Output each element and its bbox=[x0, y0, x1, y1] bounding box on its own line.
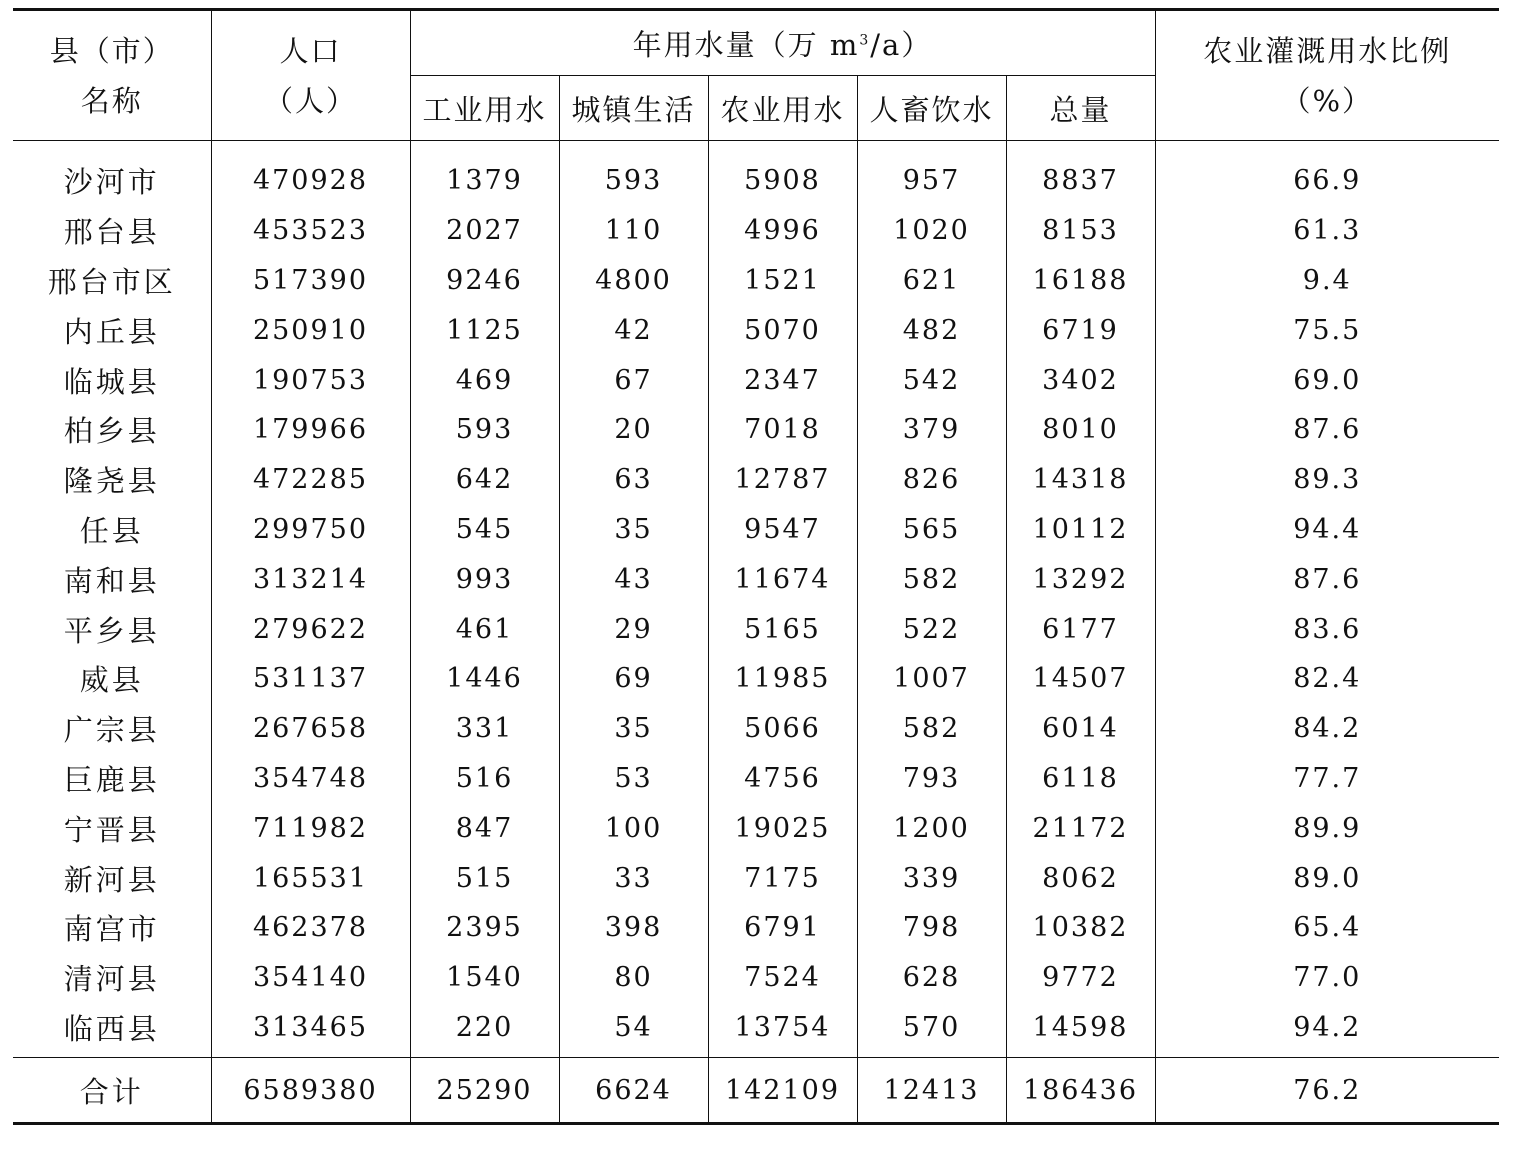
table-cell: 11985 bbox=[708, 654, 857, 704]
table-cell: 9547 bbox=[708, 505, 857, 555]
table-cell: 453523 bbox=[211, 206, 410, 256]
table-row bbox=[13, 554, 1499, 604]
county-name-cell: 清河县 bbox=[13, 953, 211, 1003]
table-cell: 84.2 bbox=[1293, 713, 1362, 745]
table-cell: 3402 bbox=[1006, 355, 1155, 405]
table-cell: 53 bbox=[559, 754, 708, 804]
table-row bbox=[13, 505, 1499, 555]
header-industrial: 工业用水 bbox=[410, 76, 559, 141]
table-cell: 4996 bbox=[708, 206, 857, 256]
table-cell: 43 bbox=[559, 554, 708, 604]
table-cell: 6118 bbox=[1006, 754, 1155, 804]
total-cell: 186436 bbox=[1006, 1058, 1155, 1124]
table-cell: 2347 bbox=[708, 355, 857, 405]
county-name-cell: 平乡县 bbox=[13, 604, 211, 654]
table-cell: 11674 bbox=[708, 554, 857, 604]
table-cell: 379 bbox=[857, 405, 1006, 455]
header-livestock-drinking: 人畜饮水 bbox=[857, 76, 1006, 141]
table-cell: 89.0 bbox=[1293, 862, 1362, 894]
table-cell: 847 bbox=[410, 803, 559, 853]
table-cell: 6177 bbox=[1006, 604, 1155, 654]
table-cell: 1020 bbox=[857, 206, 1006, 256]
table-cell: 21172 bbox=[1006, 803, 1155, 853]
county-name-cell: 威县 bbox=[13, 654, 211, 704]
total-cell: 142109 bbox=[708, 1058, 857, 1124]
table-cell: 7175 bbox=[708, 853, 857, 903]
table-cell: 4756 bbox=[708, 754, 857, 804]
table-cell: 516 bbox=[410, 754, 559, 804]
table-cell: 545 bbox=[410, 505, 559, 555]
table-cell: 299750 bbox=[211, 505, 410, 555]
table-cell: 515 bbox=[410, 853, 559, 903]
table-cell: 2027 bbox=[410, 206, 559, 256]
county-name-cell: 南和县 bbox=[13, 554, 211, 604]
table-cell: 87.6 bbox=[1293, 563, 1362, 595]
county-name-cell: 任县 bbox=[13, 505, 211, 555]
table-cell: 110 bbox=[559, 206, 708, 256]
table-cell: 220 bbox=[410, 1003, 559, 1053]
table-cell: 16188 bbox=[1006, 256, 1155, 306]
table-row bbox=[13, 953, 1499, 1003]
header-county-line1: 县（市） bbox=[49, 33, 174, 68]
table-cell: 472285 bbox=[211, 455, 410, 505]
table-cell: 279622 bbox=[211, 604, 410, 654]
table-cell: 77.0 bbox=[1293, 962, 1362, 994]
table-row bbox=[13, 206, 1499, 256]
total-cell: 25290 bbox=[410, 1058, 559, 1124]
table-cell: 19025 bbox=[708, 803, 857, 853]
table-cell: 5066 bbox=[708, 704, 857, 754]
table-row bbox=[13, 803, 1499, 853]
table-cell: 9246 bbox=[410, 256, 559, 306]
table-cell: 94.2 bbox=[1293, 1011, 1362, 1043]
table-cell: 42 bbox=[559, 305, 708, 355]
table-row bbox=[13, 1003, 1499, 1053]
table-row bbox=[13, 903, 1499, 953]
header-irrigation-ratio bbox=[1155, 10, 1499, 141]
table-cell: 7524 bbox=[708, 953, 857, 1003]
table-cell: 7018 bbox=[708, 405, 857, 455]
table-cell: 642 bbox=[410, 455, 559, 505]
table-cell: 993 bbox=[410, 554, 559, 604]
county-name-cell: 邢台市区 bbox=[13, 256, 211, 306]
table-cell: 33 bbox=[559, 853, 708, 903]
total-row bbox=[13, 1058, 1499, 1124]
table-body bbox=[13, 141, 1499, 1058]
table-row bbox=[13, 156, 1499, 206]
total-cell: 76.2 bbox=[1155, 1058, 1499, 1124]
header-pop-line1: 人口 bbox=[279, 33, 342, 68]
total-cell: 6589380 bbox=[211, 1058, 410, 1124]
table-cell: 87.6 bbox=[1293, 414, 1362, 446]
table-cell: 69.0 bbox=[1293, 364, 1362, 396]
header-county-line2: 名称 bbox=[80, 83, 143, 118]
table-cell: 470928 bbox=[211, 156, 410, 206]
table-cell: 793 bbox=[857, 754, 1006, 804]
table-cell: 8153 bbox=[1006, 206, 1155, 256]
table-cell: 61.3 bbox=[1293, 215, 1362, 247]
table-cell: 89.3 bbox=[1293, 464, 1362, 496]
table-cell: 77.7 bbox=[1293, 762, 1362, 794]
table-cell: 14318 bbox=[1006, 455, 1155, 505]
table-cell: 542 bbox=[857, 355, 1006, 405]
header-annual-water-use bbox=[410, 10, 1155, 76]
table-cell: 9.4 bbox=[1302, 264, 1352, 296]
table-cell: 1379 bbox=[410, 156, 559, 206]
table-cell: 531137 bbox=[211, 654, 410, 704]
table-cell: 354140 bbox=[211, 953, 410, 1003]
table-cell: 63 bbox=[559, 455, 708, 505]
header-county-name bbox=[13, 10, 211, 141]
table-cell: 1200 bbox=[857, 803, 1006, 853]
county-name-cell: 内丘县 bbox=[13, 305, 211, 355]
table-cell: 1125 bbox=[410, 305, 559, 355]
table-cell: 339 bbox=[857, 853, 1006, 903]
table-cell: 565 bbox=[857, 505, 1006, 555]
table-cell: 10382 bbox=[1006, 903, 1155, 953]
table-cell: 582 bbox=[857, 554, 1006, 604]
header-agricultural: 农业用水 bbox=[708, 76, 857, 141]
table-cell: 14507 bbox=[1006, 654, 1155, 704]
table-row bbox=[13, 355, 1499, 405]
county-name-cell: 广宗县 bbox=[13, 704, 211, 754]
table-cell: 29 bbox=[559, 604, 708, 654]
table-cell: 798 bbox=[857, 903, 1006, 953]
table-cell: 9772 bbox=[1006, 953, 1155, 1003]
water-usage-table bbox=[13, 8, 1499, 1125]
table-cell: 5070 bbox=[708, 305, 857, 355]
table-row bbox=[13, 405, 1499, 455]
table-cell: 82.4 bbox=[1293, 663, 1362, 695]
table-header bbox=[13, 10, 1499, 141]
table-cell: 267658 bbox=[211, 704, 410, 754]
table-cell: 6719 bbox=[1006, 305, 1155, 355]
table-cell: 83.6 bbox=[1293, 613, 1362, 645]
table-row bbox=[13, 704, 1499, 754]
table-cell: 13292 bbox=[1006, 554, 1155, 604]
table-cell: 398 bbox=[559, 903, 708, 953]
table-row bbox=[13, 853, 1499, 903]
table-cell: 482 bbox=[857, 305, 1006, 355]
table-cell: 1540 bbox=[410, 953, 559, 1003]
table-cell: 13754 bbox=[708, 1003, 857, 1053]
table-cell: 711982 bbox=[211, 803, 410, 853]
table-cell: 593 bbox=[559, 156, 708, 206]
table-cell: 8837 bbox=[1006, 156, 1155, 206]
county-name-cell: 沙河市 bbox=[13, 156, 211, 206]
table-cell: 313465 bbox=[211, 1003, 410, 1053]
table-cell: 20 bbox=[559, 405, 708, 455]
table-footer bbox=[13, 1058, 1499, 1124]
table-row bbox=[13, 754, 1499, 804]
county-name-cell: 临西县 bbox=[13, 1003, 211, 1053]
total-cell: 6624 bbox=[559, 1058, 708, 1124]
header-ratio-line2: （%） bbox=[1281, 83, 1374, 118]
table-cell: 461 bbox=[410, 604, 559, 654]
header-population bbox=[211, 10, 410, 141]
table-cell: 331 bbox=[410, 704, 559, 754]
table-cell: 5165 bbox=[708, 604, 857, 654]
table-row bbox=[13, 455, 1499, 505]
table-cell: 469 bbox=[410, 355, 559, 405]
table-row bbox=[13, 305, 1499, 355]
county-name-cell: 隆尧县 bbox=[13, 455, 211, 505]
county-name-cell: 邢台县 bbox=[13, 206, 211, 256]
table-cell: 14598 bbox=[1006, 1003, 1155, 1053]
table-cell: 6014 bbox=[1006, 704, 1155, 754]
table-cell: 190753 bbox=[211, 355, 410, 405]
table-cell: 80 bbox=[559, 953, 708, 1003]
county-name-cell: 南宫市 bbox=[13, 903, 211, 953]
header-water-post: /a） bbox=[870, 27, 933, 62]
table-cell: 522 bbox=[857, 604, 1006, 654]
table-cell: 593 bbox=[410, 405, 559, 455]
header-pop-line2: （人） bbox=[263, 83, 357, 118]
table-cell: 628 bbox=[857, 953, 1006, 1003]
table-cell: 66.9 bbox=[1293, 165, 1362, 197]
table-cell: 2395 bbox=[410, 903, 559, 953]
table-cell: 462378 bbox=[211, 903, 410, 953]
table-cell: 1521 bbox=[708, 256, 857, 306]
table-cell: 582 bbox=[857, 704, 1006, 754]
header-total-volume: 总量 bbox=[1006, 76, 1155, 141]
table-cell: 94.4 bbox=[1293, 513, 1362, 545]
table-cell: 8062 bbox=[1006, 853, 1155, 903]
table-cell: 12787 bbox=[708, 455, 857, 505]
table-row bbox=[13, 654, 1499, 704]
table-cell: 54 bbox=[559, 1003, 708, 1053]
total-cell: 12413 bbox=[857, 1058, 1006, 1124]
table-cell: 35 bbox=[559, 505, 708, 555]
header-urban-domestic: 城镇生活 bbox=[559, 76, 708, 141]
table-cell: 826 bbox=[857, 455, 1006, 505]
county-name-cell: 巨鹿县 bbox=[13, 754, 211, 804]
table-row bbox=[13, 604, 1499, 654]
table-cell: 621 bbox=[857, 256, 1006, 306]
header-water-sup: 3 bbox=[859, 31, 871, 48]
county-name-cell: 新河县 bbox=[13, 853, 211, 903]
total-cell: 合计 bbox=[13, 1058, 211, 1124]
table-cell: 35 bbox=[559, 704, 708, 754]
table-cell: 250910 bbox=[211, 305, 410, 355]
table-cell: 75.5 bbox=[1293, 314, 1362, 346]
table-cell: 313214 bbox=[211, 554, 410, 604]
table-cell: 1446 bbox=[410, 654, 559, 704]
county-name-cell: 临城县 bbox=[13, 355, 211, 405]
table-cell: 67 bbox=[559, 355, 708, 405]
table-cell: 69 bbox=[559, 654, 708, 704]
table-cell: 8010 bbox=[1006, 405, 1155, 455]
table-cell: 165531 bbox=[211, 853, 410, 903]
county-name-cell: 柏乡县 bbox=[13, 405, 211, 455]
table-cell: 1007 bbox=[857, 654, 1006, 704]
table-cell: 517390 bbox=[211, 256, 410, 306]
header-ratio-line1: 农业灌溉用水比例 bbox=[1203, 33, 1452, 68]
table-cell: 5908 bbox=[708, 156, 857, 206]
table-cell: 6791 bbox=[708, 903, 857, 953]
table-cell: 354748 bbox=[211, 754, 410, 804]
table-cell: 10112 bbox=[1006, 505, 1155, 555]
table-cell: 100 bbox=[559, 803, 708, 853]
header-water-pre: 年用水量（万 m bbox=[632, 27, 860, 62]
table-cell: 179966 bbox=[211, 405, 410, 455]
table-cell: 570 bbox=[857, 1003, 1006, 1053]
table-cell: 957 bbox=[857, 156, 1006, 206]
table-cell: 89.9 bbox=[1293, 812, 1362, 844]
table-row bbox=[13, 256, 1499, 306]
table-cell: 4800 bbox=[559, 256, 708, 306]
county-name-cell: 宁晋县 bbox=[13, 803, 211, 853]
table-cell: 65.4 bbox=[1293, 912, 1362, 944]
